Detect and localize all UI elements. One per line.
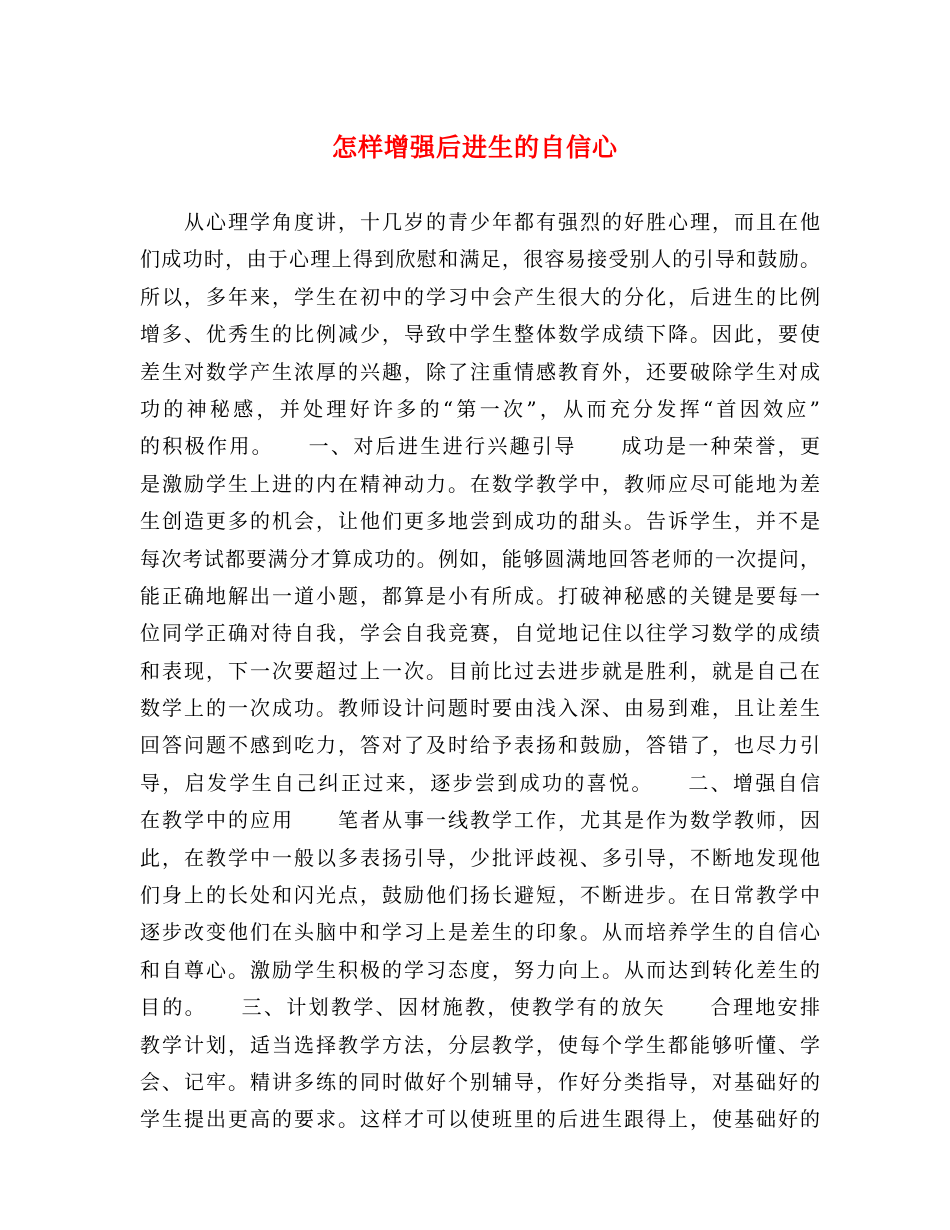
- body-text-line: 是激励学生上进的内在精神动力。在数学教学中，教师应尽可能地为差: [140, 471, 822, 496]
- body-text-line: 增多、优秀生的比例减少，导致中学生整体数学成绩下降。因此，要使: [140, 322, 822, 347]
- body-text-line: 的积极作用。 一、对后进生进行兴趣引导 成功是一种荣誉，更: [140, 434, 823, 459]
- body-text-line: 每次考试都要满分才算成功的。例如，能够圆满地回答老师的一次提问，: [140, 546, 822, 571]
- body-text-line: 生创造更多的机会，让他们更多地尝到成功的甜头。告诉学生，并不是: [140, 509, 822, 534]
- body-text-line: 和表现，下一次要超过上一次。目前比过去进步就是胜利，就是自己在: [140, 658, 822, 683]
- body-text-line: 逐步改变他们在头脑中和学习上是差生的印象。从而培养学生的自信心: [140, 920, 822, 945]
- body-text-line: 们身上的长处和闪光点，鼓励他们扬长避短，不断进步。在日常教学中: [140, 883, 822, 908]
- document-body: [140, 204, 824, 1139]
- body-text-line: 所以，多年来，学生在初中的学习中会产生很大的分化，后进生的比例: [140, 284, 822, 309]
- body-text-line: 位同学正确对待自我，学会自我竞赛，自觉地记住以往学习数学的成绩: [140, 621, 822, 646]
- body-text-line: 和自尊心。激励学生积极的学习态度，努力向上。从而达到转化差生的: [140, 957, 822, 982]
- document-title: 怎样增强后进生的自信心: [331, 133, 618, 162]
- body-text-line: 会、记牢。精讲多练的同时做好个别辅导，作好分类指导，对基础好的: [140, 1069, 822, 1094]
- body-text-line: 差生对数学产生浓厚的兴趣，除了注重情感教育外，还要破除学生对成: [140, 359, 822, 384]
- body-text-line: 能正确地解出一道小题，都算是小有所成。打破神秘感的关键是要每一: [140, 583, 822, 608]
- body-text-line: 功的神秘感，并处理好许多的“第一次”，从而充分发挥“首因效应”: [140, 396, 824, 421]
- body-text-line: 导，启发学生自己纠正过来，逐步尝到成功的喜悦。 二、增强自信: [140, 770, 823, 795]
- body-text-line: 在教学中的应用 笔者从事一线教学工作，尤其是作为数学教师，因: [140, 808, 822, 833]
- body-text-line: 回答问题不感到吃力，答对了及时给予表扬和鼓励，答错了，也尽力引: [140, 733, 822, 758]
- body-text-line: 教学计划，适当选择教学方法，分层教学，使每个学生都能够听懂、学: [140, 1032, 822, 1057]
- body-text-line: 从心理学角度讲，十几岁的青少年都有强烈的好胜心理，而且在他: [140, 210, 822, 234]
- body-text-line: 们成功时，由于心理上得到欣慰和满足，很容易接受别人的引导和鼓励。: [140, 247, 822, 272]
- body-text-line: 目的。 三、计划教学、因材施教，使教学有的放矢 合理地安排: [140, 995, 823, 1020]
- body-text-line: 此，在教学中一般以多表扬引导，少批评歧视、多引导，不断地发现他: [140, 845, 822, 870]
- body-text-line: 学生提出更高的要求。这样才可以使班里的后进生跟得上，使基础好的: [140, 1107, 822, 1132]
- body-text-line: 数学上的一次成功。教师设计问题时要由浅入深、由易到难，且让差生: [140, 696, 822, 721]
